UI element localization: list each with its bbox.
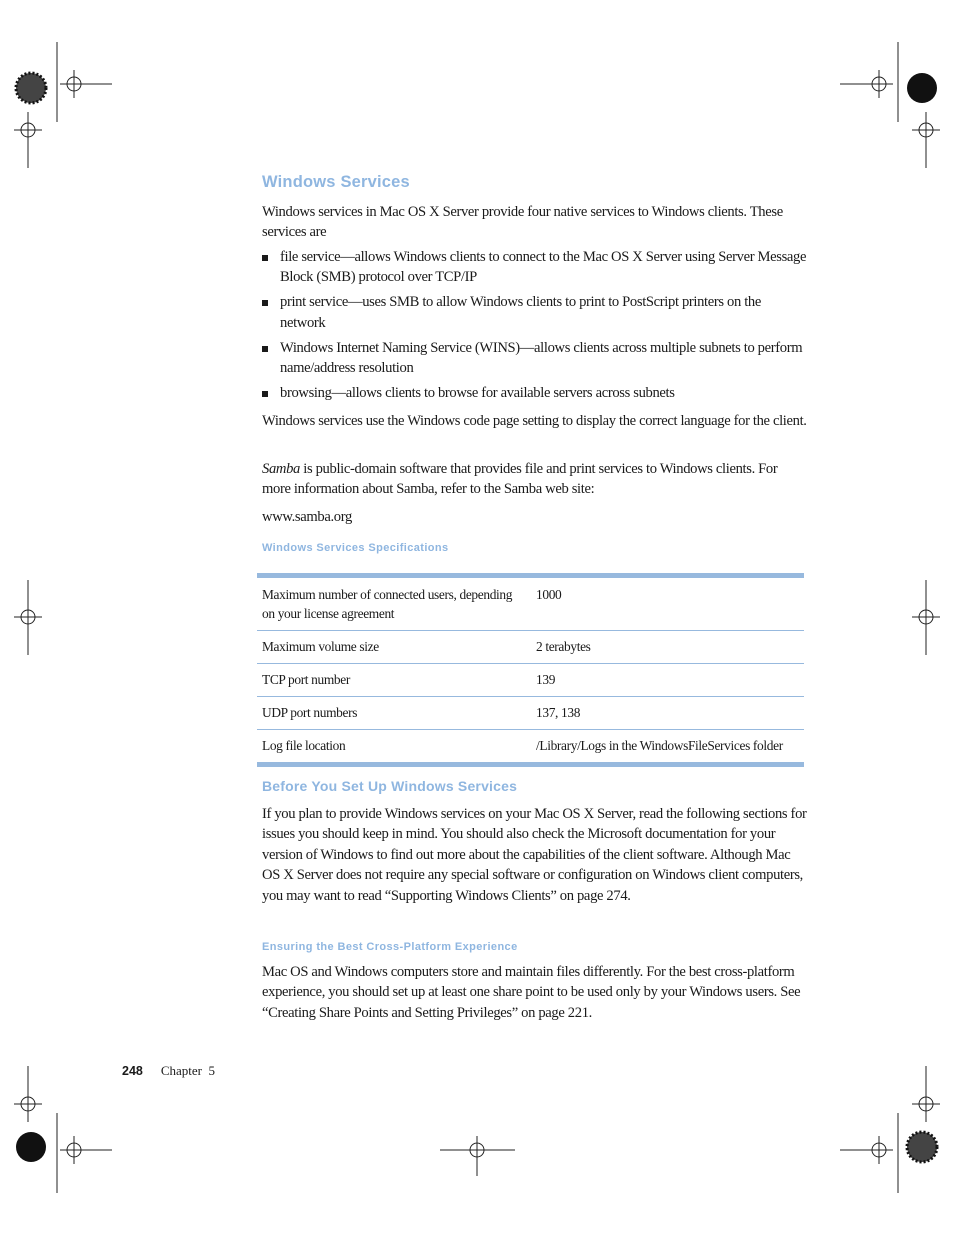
samba-text: is public-domain software that provides file and print services to Windows clients. For more information about Samba, refer to the Samba web site: — [262, 461, 778, 498]
list-item — [262, 338, 807, 379]
table-row — [257, 664, 804, 697]
code-page-paragraph: Windows services use the Windows code page setting to display the correct language for the client. — [262, 413, 807, 429]
before-paragraph: If you plan to provide Windows services on your Mac OS X Server, read the following sections for issues you should keep in mind. You should also check the Microsoft documentation for your version of Windows to find out more about the capabilities of the client software. Although Mac OS X Server does not require any special software or configuration on Windows client computers, you may want to read “Supporting Windows Clients” on page 274. — [262, 806, 807, 904]
bullet-icon — [262, 391, 268, 397]
section-heading: Windows Services — [262, 173, 410, 191]
intro-paragraph: Windows services in Mac OS X Server provide four native services to Windows clients. These services are — [262, 204, 783, 241]
samba-term: Samba — [262, 461, 300, 477]
specs-table — [257, 573, 804, 767]
before-heading: Before You Set Up Windows Services — [262, 778, 518, 794]
list-item-text: print service—uses SMB to allow Windows clients to print to PostScript printers on the network — [280, 294, 762, 331]
table-row — [257, 697, 804, 730]
chapter-label: Chapter 5 — [160, 1063, 216, 1078]
samba-paragraph — [262, 459, 807, 500]
page-footer — [122, 1063, 215, 1079]
specs-heading: Windows Services Specifications — [262, 542, 449, 554]
row-label: TCP port number — [257, 664, 531, 697]
list-item — [262, 383, 807, 403]
ensuring-paragraph: Mac OS and Windows computers store and maintain files differently. For the best cross-platform experience, you should set up at least one share point to be used only by your Windows users. See “Creating Share Points and Setting Privileges” on page 221. — [262, 964, 801, 1021]
services-list — [262, 247, 807, 408]
row-value: 139 — [531, 664, 804, 697]
row-label: Maximum volume size — [257, 631, 531, 664]
row-value: 1000 — [536, 587, 562, 602]
bullet-icon — [262, 346, 268, 352]
list-item-text: Windows Internet Naming Service (WINS)—allows clients across multiple subnets to perform name/address resolution — [280, 339, 803, 377]
bullet-icon — [262, 255, 268, 261]
list-item-text: browsing—allows clients to browse for available servers across subnets — [280, 385, 675, 402]
table-row — [257, 576, 804, 631]
row-value: 137, 138 — [531, 697, 804, 730]
list-item-text: file service—allows Windows clients to connect to the Mac OS X Server using Server Message Block (SMB) protocol over TCP/IP — [280, 249, 807, 286]
row-label: UDP port numbers — [257, 697, 531, 730]
bullet-icon — [262, 300, 268, 306]
table-row — [257, 730, 804, 765]
list-item — [262, 292, 807, 333]
page-number: 248 — [122, 1064, 143, 1078]
row-value: /Library/Logs in the WindowsFileServices folder — [531, 730, 804, 765]
row-value: 2 terabytes — [531, 631, 804, 664]
list-item — [262, 247, 807, 288]
row-label: Log file location — [257, 730, 531, 765]
samba-url: www.samba.org — [262, 509, 352, 525]
row-label: Maximum number of connected users, depending on your license agreement — [262, 587, 513, 621]
ensuring-heading: Ensuring the Best Cross-Platform Experience — [262, 941, 518, 953]
table-row — [257, 631, 804, 664]
